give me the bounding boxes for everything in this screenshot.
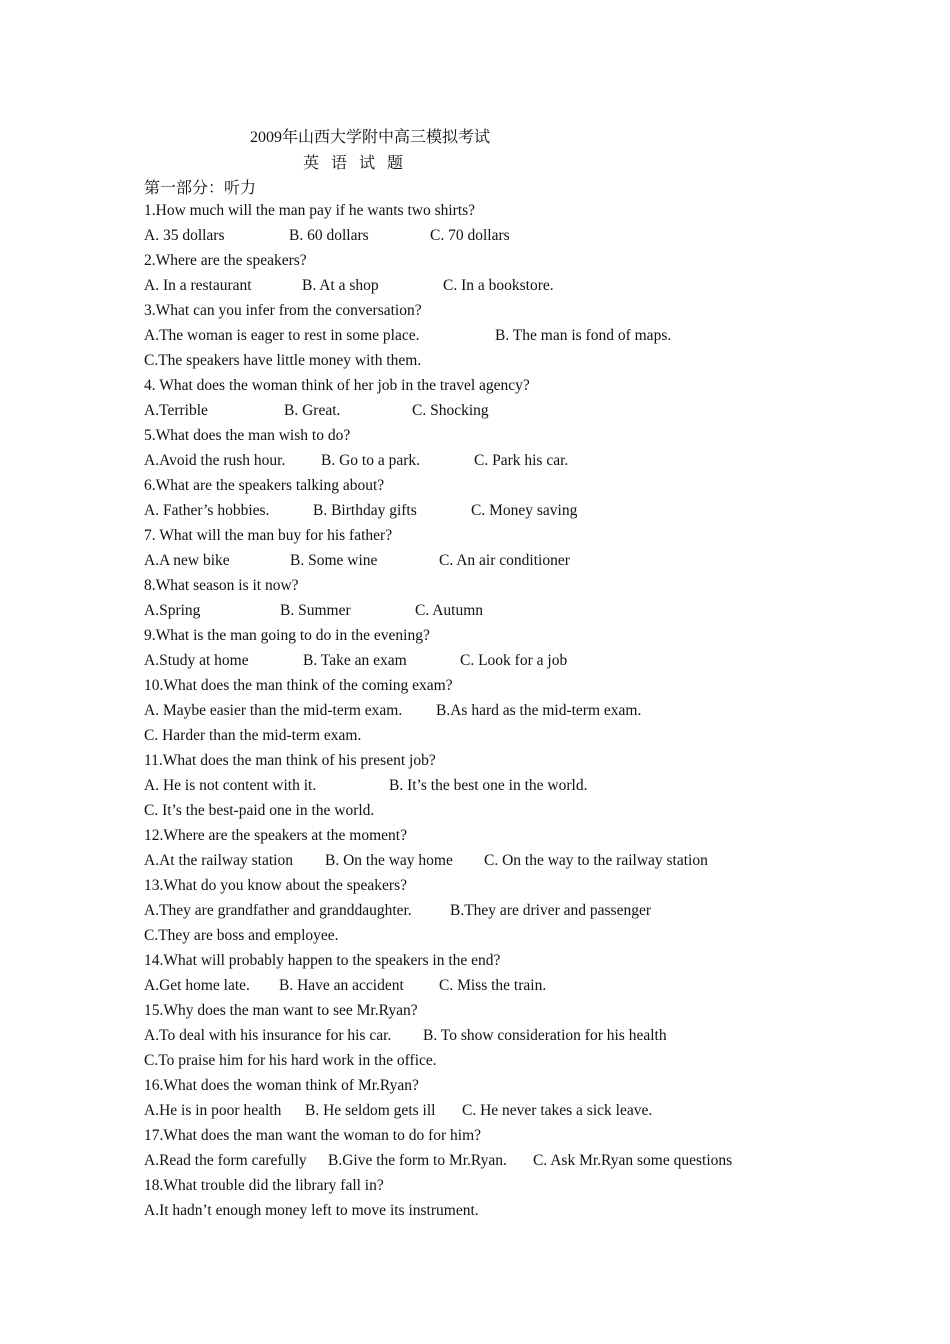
option-row <box>144 800 844 825</box>
question-text: 9.What is the man going to do in the evening? <box>144 627 430 644</box>
answer-option: B. It’s the best one in the world. <box>389 777 588 794</box>
answer-option: C.To praise him for his hard work in the office. <box>144 1052 437 1069</box>
answer-option: C. Money saving <box>471 502 578 519</box>
option-row <box>144 925 844 950</box>
question-text: 3.What can you infer from the conversation? <box>144 302 422 319</box>
answer-option: C. Autumn <box>415 602 484 619</box>
answer-option: B. Some wine <box>290 552 378 569</box>
answer-option: B. Summer <box>280 602 351 619</box>
answer-option: A. Father’s hobbies. <box>144 502 270 519</box>
option-row <box>144 550 844 575</box>
question-text: 4. What does the woman think of her job in the travel agency? <box>144 377 530 394</box>
option-row <box>144 900 844 925</box>
option-row <box>144 450 844 475</box>
answer-option: B. On the way home <box>325 852 453 869</box>
answer-option: A.To deal with his insurance for his car. <box>144 1027 392 1044</box>
answer-option: A.Study at home <box>144 652 249 669</box>
answer-option: A.It hadn’t enough money left to move its instrument. <box>144 1202 479 1219</box>
answer-option: A.He is in poor health <box>144 1102 282 1119</box>
exam-title: 2009年山西大学附中高三模拟考试 <box>250 129 491 146</box>
option-row <box>144 1050 844 1075</box>
answer-option: A. Maybe easier than the mid-term exam. <box>144 702 403 719</box>
answer-option: B.As hard as the mid-term exam. <box>436 702 642 719</box>
answer-option: C. It’s the best-paid one in the world. <box>144 802 375 819</box>
option-row <box>144 1100 844 1125</box>
question-text: 15.Why does the man want to see Mr.Ryan? <box>144 1002 418 1019</box>
question-text: 11.What does the man think of his present job? <box>144 752 436 769</box>
option-row <box>144 400 844 425</box>
answer-option: B. The man is fond of maps. <box>495 327 672 344</box>
answer-option: C.They are boss and employee. <box>144 927 339 944</box>
answer-option: C. In a bookstore. <box>443 277 554 294</box>
question-text: 10.What does the man think of the coming exam? <box>144 677 453 694</box>
answer-option: C. He never takes a sick leave. <box>462 1102 653 1119</box>
option-row <box>144 775 844 800</box>
exam-subtitle: 英 语 试 题 <box>303 155 408 172</box>
question-text: 13.What do you know about the speakers? <box>144 877 408 894</box>
answer-option: B. At a shop <box>302 277 379 294</box>
answer-option: B. To show consideration for his health <box>423 1027 667 1044</box>
question-text: 18.What trouble did the library fall in? <box>144 1177 384 1194</box>
section-heading: 第一部分：听力 <box>144 180 257 197</box>
option-row <box>144 225 844 250</box>
answer-option: B. 60 dollars <box>289 227 369 244</box>
answer-option: C. Park his car. <box>474 452 569 469</box>
question-text: 12.Where are the speakers at the moment? <box>144 827 407 844</box>
option-row <box>144 700 844 725</box>
answer-option: B. Have an accident <box>279 977 404 994</box>
answer-option: C. Shocking <box>412 402 489 419</box>
answer-option: B. Take an exam <box>303 652 407 669</box>
option-row <box>144 650 844 675</box>
answer-option: B. He seldom gets ill <box>305 1102 436 1119</box>
answer-option: B.They are driver and passenger <box>450 902 651 919</box>
answer-option: A.At the railway station <box>144 852 293 869</box>
option-row <box>144 500 844 525</box>
question-text: 14.What will probably happen to the speakers in the end? <box>144 952 501 969</box>
option-row <box>144 325 844 350</box>
answer-option: A.Spring <box>144 602 201 619</box>
answer-option: A. In a restaurant <box>144 277 252 294</box>
option-row <box>144 600 844 625</box>
option-row <box>144 350 844 375</box>
answer-option: A.A new bike <box>144 552 230 569</box>
answer-option: C. Ask Mr.Ryan some questions <box>533 1152 733 1169</box>
answer-option: A.Get home late. <box>144 977 250 994</box>
answer-option: C. On the way to the railway station <box>484 852 708 869</box>
option-row <box>144 1025 844 1050</box>
question-list <box>144 200 844 1225</box>
answer-option: C. Miss the train. <box>439 977 547 994</box>
answer-option: A.Avoid the rush hour. <box>144 452 286 469</box>
answer-option: C. Harder than the mid-term exam. <box>144 727 362 744</box>
question-text: 2.Where are the speakers? <box>144 252 307 269</box>
question-text: 16.What does the woman think of Mr.Ryan? <box>144 1077 419 1094</box>
answer-option: C. An air conditioner <box>439 552 570 569</box>
question-text: 6.What are the speakers talking about? <box>144 477 385 494</box>
answer-option: A.The woman is eager to rest in some place. <box>144 327 420 344</box>
question-text: 8.What season is it now? <box>144 577 299 594</box>
answer-option: B. Birthday gifts <box>313 502 417 519</box>
question-text: 17.What does the man want the woman to do for him? <box>144 1127 482 1144</box>
option-row <box>144 975 844 1000</box>
answer-option: B.Give the form to Mr.Ryan. <box>328 1152 507 1169</box>
question-text: 5.What does the man wish to do? <box>144 427 351 444</box>
question-text: 7. What will the man buy for his father? <box>144 527 393 544</box>
answer-option: A.They are grandfather and granddaughter. <box>144 902 412 919</box>
question-text: 1.How much will the man pay if he wants two shirts? <box>144 202 476 219</box>
answer-option: B. Go to a park. <box>321 452 421 469</box>
answer-option: A.Read the form carefully <box>144 1152 307 1169</box>
answer-option: C. Look for a job <box>460 652 568 669</box>
option-row <box>144 1200 844 1225</box>
option-row <box>144 725 844 750</box>
answer-option: A.Terrible <box>144 402 208 419</box>
answer-option: B. Great. <box>284 402 341 419</box>
answer-option: C.The speakers have little money with them. <box>144 352 422 369</box>
answer-option: C. 70 dollars <box>430 227 510 244</box>
option-row <box>144 1150 844 1175</box>
answer-option: A. He is not content with it. <box>144 777 317 794</box>
option-row <box>144 850 844 875</box>
option-row <box>144 275 844 300</box>
answer-option: A. 35 dollars <box>144 227 225 244</box>
